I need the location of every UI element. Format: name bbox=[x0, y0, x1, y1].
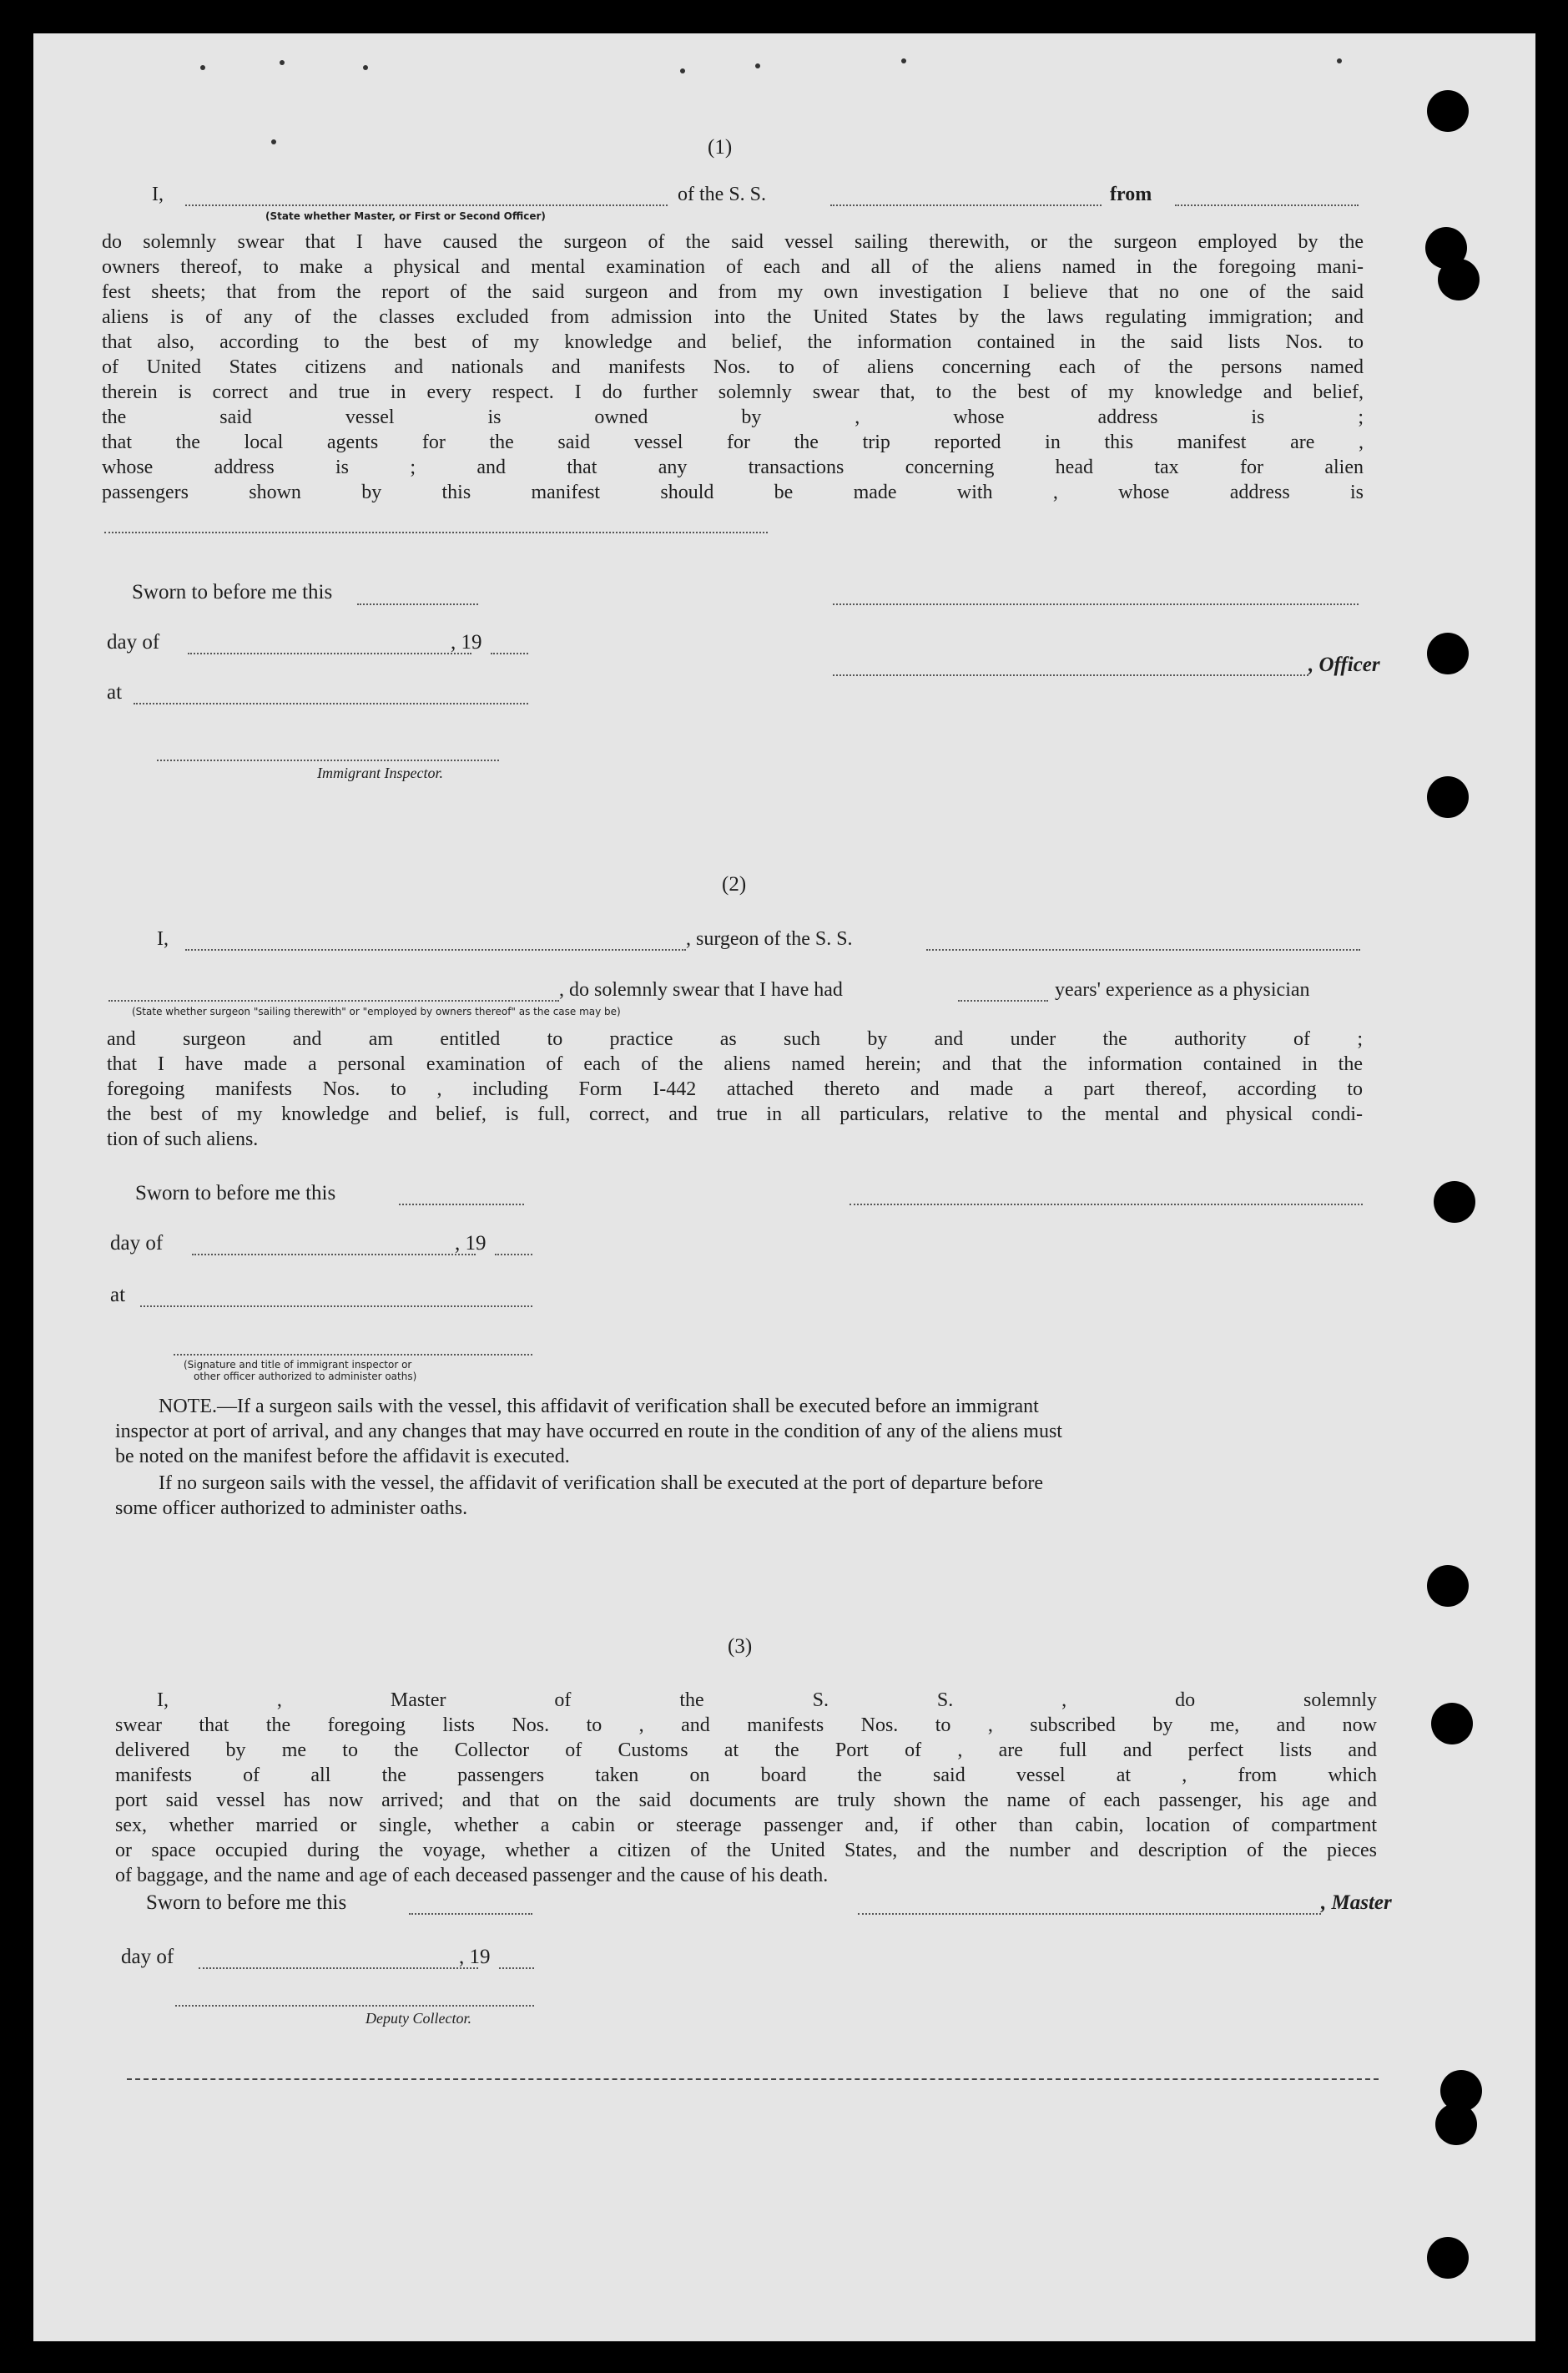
s1-from-blank bbox=[1175, 204, 1359, 206]
speck bbox=[363, 65, 368, 70]
s2-year-label: , 19 bbox=[455, 1232, 487, 1255]
s3-line: port said vessel has now arrived; and that on the said documents are truly shown the name of each passenger, his age and bbox=[115, 1790, 1377, 1811]
s1-officer-caption: (State whether Master, or First or Second Officer) bbox=[265, 210, 546, 222]
s1-sworn-blank bbox=[357, 603, 478, 605]
s2-line: that I have made a personal examination of each of the aliens named herein; and that the information contained in the bbox=[107, 1053, 1363, 1075]
speck bbox=[271, 139, 276, 144]
s2-name-blank bbox=[185, 949, 686, 951]
s1-at-label: at bbox=[107, 681, 123, 704]
s2-line: and surgeon and am entitled to practice as such by and under the authority of ; bbox=[107, 1028, 1363, 1050]
s3-sworn-blank bbox=[409, 1913, 532, 1915]
s3-paragraph bbox=[115, 1688, 1377, 1888]
s3-master-line bbox=[858, 1913, 1321, 1915]
s1-officer-label: , Officer bbox=[1308, 654, 1380, 676]
speck bbox=[755, 63, 760, 68]
s1-line: of United States citizens and nationals and manifests Nos. to of aliens concerning each of the persons named bbox=[102, 356, 1364, 378]
s3-deputy-line bbox=[175, 2005, 534, 2007]
s2-years: years' experience as a physician bbox=[1055, 979, 1310, 1001]
s3-master-label: , Master bbox=[1321, 1891, 1392, 1914]
s2-i: I, bbox=[157, 928, 169, 950]
s2-note-line-1: NOTE.—If a surgeon sails with the vessel, this affidavit of verification shall be executed before an immigrant bbox=[159, 1396, 1039, 1417]
s3-line: swear that the foregoing lists Nos. to , and manifests Nos. to , subscribed by me, and now bbox=[115, 1714, 1377, 1736]
s1-inspector-line bbox=[157, 760, 499, 761]
s1-line: whose address is ; and that any transactions concerning head tax for alien bbox=[102, 457, 1364, 478]
s3-year-label: , 19 bbox=[459, 1946, 491, 1968]
s3-line: manifests of all the passengers taken on board the said vessel at , from which bbox=[115, 1765, 1377, 1786]
s2-sig-title-line bbox=[174, 1354, 532, 1356]
s2-years-blank bbox=[958, 1000, 1048, 1002]
s2-vessel-blank bbox=[926, 949, 1360, 951]
s3-line: sex, whether married or single, whether a cabin or steerage passenger and, if other than cabin, location of compartment bbox=[115, 1815, 1377, 1836]
s3-deputy-caption: Deputy Collector. bbox=[366, 2010, 471, 2027]
punch-hole bbox=[1431, 1703, 1473, 1744]
section-2-number: (2) bbox=[722, 873, 747, 896]
bottom-rule bbox=[127, 2078, 1379, 2080]
s2-sworn-blank bbox=[399, 1204, 524, 1205]
punch-hole bbox=[1427, 633, 1469, 674]
s2-note-line-4: If no surgeon sails with the vessel, the affidavit of verification shall be executed at the port of departure before bbox=[159, 1472, 1044, 1494]
s1-day-of-label: day of bbox=[107, 631, 160, 654]
s2-sworn-label: Sworn to before me this bbox=[135, 1182, 336, 1204]
s1-year-label: , 19 bbox=[451, 631, 482, 654]
speck bbox=[200, 65, 205, 70]
s1-line: the said vessel is owned by , whose address is ; bbox=[102, 406, 1364, 428]
s1-address-blank bbox=[104, 532, 768, 533]
speck bbox=[280, 60, 285, 65]
speck bbox=[901, 58, 906, 63]
s2-note-line-5: some officer authorized to administer oaths. bbox=[115, 1497, 468, 1519]
s2-day-blank bbox=[192, 1254, 476, 1255]
s3-line: delivered by me to the Collector of Customs at the Port of , are full and perfect lists and bbox=[115, 1739, 1377, 1761]
s3-line: I, , Master of the S. S. , do solemnly bbox=[157, 1689, 1377, 1711]
s1-header-of-ss: of the S. S. bbox=[678, 184, 767, 205]
s2-swear: , do solemnly swear that I have had bbox=[559, 979, 843, 1001]
punch-hole bbox=[1427, 1565, 1469, 1607]
s1-paragraph bbox=[102, 230, 1364, 505]
s1-day-blank bbox=[188, 653, 471, 654]
punch-hole bbox=[1427, 776, 1469, 818]
punch-hole bbox=[1427, 2237, 1469, 2279]
s1-line: do solemnly swear that I have caused the surgeon of the said vessel sailing therewith, or the surgeon employed by the bbox=[102, 231, 1364, 253]
s3-sworn-label: Sworn to before me this bbox=[146, 1891, 347, 1914]
s2-sig-caption-1: (Signature and title of immigrant inspector or bbox=[184, 1359, 412, 1371]
s1-line: fest sheets; that from the report of the said surgeon and from my own investigation I believe that no one of the said bbox=[102, 281, 1364, 303]
s1-line: therein is correct and true in every respect. I do further solemnly swear that, to the best of my knowledge and belief, bbox=[102, 381, 1364, 403]
s2-line: tion of such aliens. bbox=[107, 1128, 259, 1150]
s1-header-i: I, bbox=[152, 184, 164, 205]
punch-hole bbox=[1438, 259, 1480, 300]
s3-year-blank bbox=[499, 1967, 534, 1969]
s2-line: the best of my knowledge and belief, is full, correct, and true in all particulars, relative to the mental and physical condi- bbox=[107, 1103, 1363, 1125]
section-1-number: (1) bbox=[708, 136, 733, 159]
s1-at-blank bbox=[134, 703, 528, 704]
s2-paragraph bbox=[107, 1027, 1363, 1152]
s1-line: that the local agents for the said vessel for the trip reported in this manifest are , bbox=[102, 432, 1364, 453]
speck bbox=[1337, 58, 1342, 63]
s2-note-line-3: be noted on the manifest before the affidavit is executed. bbox=[115, 1446, 570, 1467]
s2-sig-caption-2: other officer authorized to administer oaths) bbox=[194, 1371, 417, 1382]
s1-header-from: from bbox=[1110, 184, 1152, 205]
s2-type-blank bbox=[108, 1000, 559, 1002]
s2-surgeon-of: , surgeon of the S. S. bbox=[686, 928, 853, 950]
s2-day-of-label: day of bbox=[110, 1232, 164, 1255]
s1-inspector-caption: Immigrant Inspector. bbox=[317, 765, 443, 781]
section-3-number: (3) bbox=[728, 1635, 753, 1658]
s1-year-blank bbox=[491, 653, 528, 654]
s1-line: owners thereof, to make a physical and mental examination of each and all of the aliens named in the foregoing mani- bbox=[102, 256, 1364, 278]
s1-line: passengers shown by this manifest should be made with , whose address is bbox=[102, 482, 1364, 503]
s3-day-of-label: day of bbox=[121, 1946, 174, 1968]
punch-hole bbox=[1427, 90, 1469, 132]
s1-vessel-blank bbox=[830, 204, 1102, 206]
s2-signature-line bbox=[850, 1204, 1363, 1205]
s1-sworn-label: Sworn to before me this bbox=[132, 581, 333, 603]
s2-line: foregoing manifests Nos. to , including Form I-442 attached thereto and made a part thereof, according to bbox=[107, 1078, 1363, 1100]
s2-note-line-2: inspector at port of arrival, and any changes that may have occurred en route in the condition of any of the aliens must bbox=[115, 1421, 1062, 1442]
s1-line: that also, according to the best of my knowledge and belief, the information contained in the said lists Nos. to bbox=[102, 331, 1364, 353]
s2-surgeon-caption: (State whether surgeon "sailing therewith" or "employed by owners thereof" as the case may be) bbox=[132, 1006, 621, 1017]
s1-line: aliens is of any of the classes excluded from admission into the United States by the laws regulating immigration; and bbox=[102, 306, 1364, 328]
manifest-page bbox=[33, 33, 1535, 2341]
punch-hole bbox=[1434, 1181, 1475, 1223]
s2-at-label: at bbox=[110, 1284, 126, 1306]
s3-line: of baggage, and the name and age of each deceased passenger and the cause of his death. bbox=[115, 1865, 829, 1886]
s2-at-blank bbox=[140, 1305, 532, 1307]
s1-signature-line bbox=[833, 603, 1359, 605]
speck bbox=[680, 68, 685, 73]
s3-line: or space occupied during the voyage, whether a citizen of the United States, and the number and description of the pieces bbox=[115, 1840, 1377, 1861]
s1-officer-line bbox=[833, 674, 1308, 676]
s2-year-blank bbox=[495, 1254, 532, 1255]
s1-name-blank bbox=[185, 204, 668, 206]
punch-hole bbox=[1435, 2103, 1477, 2145]
s3-day-blank bbox=[199, 1967, 478, 1969]
